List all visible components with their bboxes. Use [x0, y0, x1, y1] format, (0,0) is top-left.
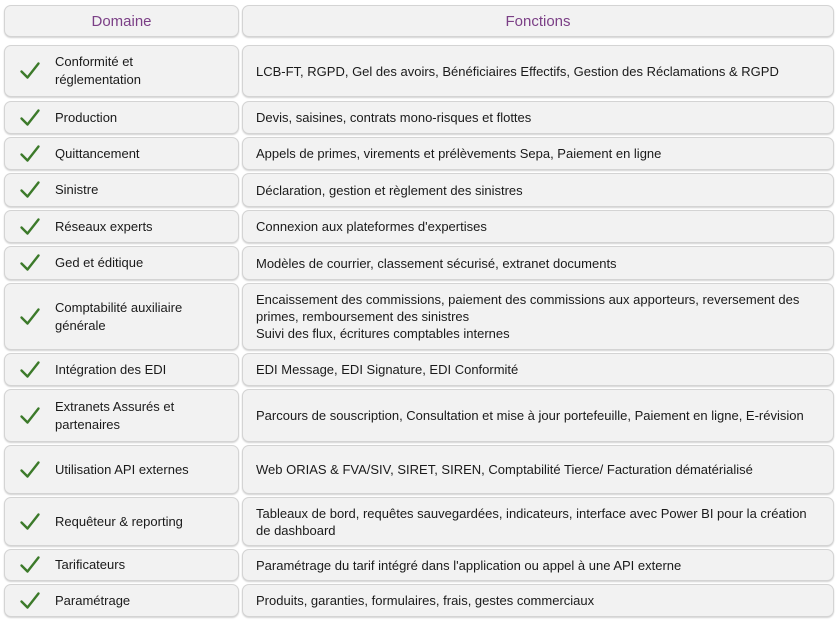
functions-cell [242, 445, 834, 494]
domain-cell [4, 283, 239, 350]
functions-cell [242, 173, 834, 207]
functions-cell [242, 246, 834, 280]
domain-label: Comptabilité auxiliaire générale [55, 299, 183, 333]
domain-label: Requêteur & reporting [55, 513, 183, 529]
functions-text: LCB-FT, RGPD, Gel des avoirs, Bénéficiaires Effectifs, Gestion des Réclamations & RGPD [256, 63, 779, 79]
check-icon [19, 460, 41, 480]
domain-cell [4, 173, 239, 207]
functions-text: Paramétrage du tarif intégré dans l'application ou appel à une API externe [256, 557, 682, 573]
check-icon [19, 512, 41, 532]
domain-cell [4, 389, 239, 442]
domain-cell [4, 101, 239, 134]
functions-text: Modèles de courrier, classement sécurisé, extranet documents [256, 255, 617, 271]
functions-text: Déclaration, gestion et règlement des sinistres [256, 182, 523, 198]
functions-text: Encaissement des commissions, paiement des commissions aux apporteurs, reversement des primes, remboursement des sinistres Suivi des flux, écritures comptables internes [256, 292, 800, 341]
domain-label: Utilisation API externes [55, 461, 189, 477]
domain-label: Sinistre [55, 182, 99, 197]
domain-cell [4, 210, 239, 243]
domain-cell [4, 246, 239, 280]
functions-text: Tableaux de bord, requêtes sauvegardées, indicateurs, interface avec Power BI pour la création de dashboard [256, 505, 807, 538]
functions-text: Parcours de souscription, Consultation et mise à jour portefeuille, Paiement en ligne, E-révision [256, 408, 804, 423]
domain-label: Réseaux experts [55, 218, 153, 234]
check-icon [19, 253, 41, 273]
domain-label: Conformité et réglementation [55, 54, 141, 87]
functions-text: Appels de primes, virements et prélèvements Sepa, Paiement en ligne [256, 146, 662, 161]
check-icon [19, 406, 41, 426]
check-icon [19, 108, 41, 128]
domain-cell [4, 353, 239, 386]
domain-label: Production [55, 109, 118, 125]
header-domaine [4, 5, 239, 37]
domain-label: Intégration des EDI [55, 361, 167, 377]
domain-label: Paramétrage [55, 592, 131, 608]
domain-label: Extranets Assurés et partenaires [55, 398, 175, 432]
functions-text: Web ORIAS & FVA/SIV, SIRET, SIREN, Comptabilité Tierce/ Facturation dématérialisé [256, 462, 753, 477]
check-icon [19, 307, 41, 327]
check-icon [19, 144, 41, 164]
check-icon [19, 555, 41, 575]
check-icon [19, 180, 41, 200]
functions-cell [242, 584, 834, 617]
domain-cell [4, 137, 239, 170]
functions-cell [242, 353, 834, 386]
functions-cell [242, 210, 834, 243]
domain-cell [4, 45, 239, 97]
functions-cell [242, 497, 834, 546]
functions-cell [242, 45, 834, 97]
domain-cell [4, 584, 239, 617]
header-domaine-label: Domaine [91, 12, 152, 30]
check-icon [19, 61, 41, 81]
domain-label: Ged et éditique [55, 255, 144, 270]
functions-text: EDI Message, EDI Signature, EDI Conformité [256, 362, 519, 377]
functions-text: Produits, garanties, formulaires, frais, gestes commerciaux [256, 593, 595, 608]
functions-cell [242, 283, 834, 350]
check-icon [19, 360, 41, 380]
functions-text: Devis, saisines, contrats mono-risques et flottes [256, 110, 532, 125]
check-icon [19, 591, 41, 611]
functions-text: Connexion aux plateformes d'expertises [256, 219, 487, 234]
domain-cell [4, 445, 239, 494]
header-fonctions [242, 5, 834, 37]
functions-cell [242, 389, 834, 442]
functions-cell [242, 137, 834, 170]
functions-cell [242, 549, 834, 581]
domain-label: Tarificateurs [55, 557, 126, 572]
check-icon [19, 217, 41, 237]
domain-cell [4, 497, 239, 546]
domain-cell [4, 549, 239, 581]
header-fonctions-label: Fonctions [505, 12, 571, 30]
domain-label: Quittancement [55, 145, 140, 161]
functions-cell [242, 101, 834, 134]
